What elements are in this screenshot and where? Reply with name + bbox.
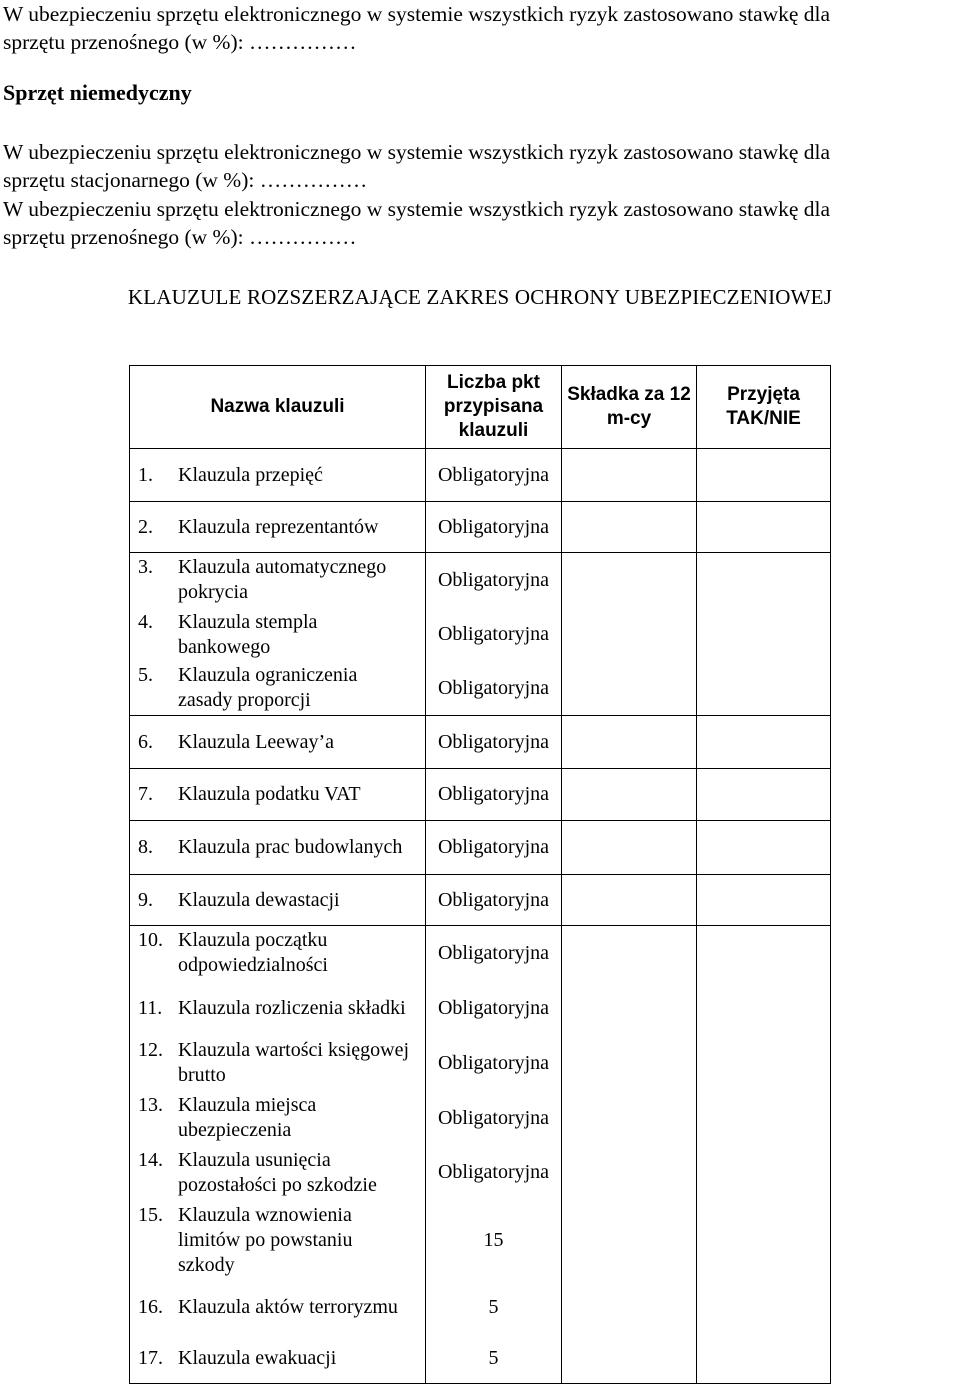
paragraph-przenosny-line2-text: sprzętu przenośnego (w %): bbox=[3, 225, 249, 249]
dotted-blank: …………… bbox=[259, 168, 368, 192]
clause-name: Klauzula automatycznego pokrycia bbox=[178, 556, 387, 604]
clause-name: Klauzula usunięcia pozostałości po szkodzie bbox=[178, 1148, 377, 1196]
clause-premium-cell[interactable] bbox=[562, 981, 697, 1036]
clause-points: Obligatoryjna bbox=[426, 1146, 562, 1200]
clause-accepted-cell[interactable] bbox=[697, 1282, 831, 1334]
table-row bbox=[130, 1036, 831, 1091]
table-row bbox=[130, 926, 831, 981]
clause-name-cell bbox=[130, 821, 426, 875]
clause-name: Klauzula wznowienia limitów po powstaniu szkody bbox=[178, 1204, 353, 1276]
clause-points: Obligatoryjna bbox=[426, 1036, 562, 1091]
clause-name: Klauzula aktów terroryzmu bbox=[178, 1296, 398, 1318]
clause-number: 11. bbox=[138, 996, 163, 1019]
clause-premium-cell[interactable] bbox=[562, 821, 697, 875]
clause-name: Klauzula przepięć bbox=[178, 463, 323, 486]
section-title: KLAUZULE ROZSZERZAJĄCE ZAKRES OCHRONY UBEZPIECZENIOWEJ bbox=[127, 285, 833, 309]
clause-points: 5 bbox=[426, 1282, 562, 1334]
clause-name: Klauzula rozliczenia składki bbox=[178, 996, 406, 1019]
clause-premium-cell[interactable] bbox=[562, 502, 697, 553]
clause-number: 9. bbox=[138, 888, 153, 911]
clause-premium-cell[interactable] bbox=[562, 662, 697, 716]
clause-premium-cell[interactable] bbox=[562, 1334, 697, 1384]
header-points: Liczba pkt przypisana klauzuli bbox=[426, 366, 562, 449]
table-row bbox=[130, 769, 831, 821]
clause-name: Klauzula ograniczenia zasady proporcji bbox=[178, 664, 358, 712]
clause-number: 3. bbox=[138, 556, 153, 579]
clause-premium-cell[interactable] bbox=[562, 1036, 697, 1091]
clause-premium-cell[interactable] bbox=[562, 608, 697, 662]
paragraph-przenosny-line2 bbox=[3, 223, 356, 251]
clause-points: Obligatoryjna bbox=[426, 875, 562, 926]
clause-accepted-cell[interactable] bbox=[697, 821, 831, 875]
clause-name: Klauzula podatku VAT bbox=[178, 783, 361, 805]
clause-number: 10. bbox=[138, 929, 163, 952]
clause-name-cell bbox=[130, 449, 426, 502]
clause-name-cell bbox=[130, 1091, 426, 1146]
clause-name: Klauzula początku odpowiedzialności bbox=[178, 929, 328, 977]
paragraph-top-line2-text: sprzętu przenośnego (w %): bbox=[3, 30, 249, 54]
clause-name-cell bbox=[130, 662, 426, 716]
paragraph-stacjonarny-line1: W ubezpieczeniu sprzętu elektronicznego w systemie wszystkich ryzyk zastosowano stawkę dla bbox=[3, 140, 831, 164]
clause-name-cell bbox=[130, 981, 426, 1036]
paragraph-stacjonarny-line2 bbox=[3, 166, 367, 194]
clause-name: Klauzula prac budowlanych bbox=[178, 836, 403, 858]
clause-name-cell bbox=[130, 1282, 426, 1334]
clause-number: 12. bbox=[138, 1039, 163, 1061]
clause-accepted-cell[interactable] bbox=[697, 608, 831, 662]
paragraph-top-line2 bbox=[3, 28, 356, 56]
table-row bbox=[130, 981, 831, 1036]
clause-premium-cell[interactable] bbox=[562, 716, 697, 769]
dotted-blank: …………… bbox=[248, 225, 357, 249]
clause-accepted-cell[interactable] bbox=[697, 553, 831, 608]
clause-number: 1. bbox=[138, 463, 153, 486]
clause-name-cell bbox=[130, 1146, 426, 1200]
clause-premium-cell[interactable] bbox=[562, 926, 697, 981]
clause-number: 2. bbox=[138, 515, 153, 538]
header-name: Nazwa klauzuli bbox=[130, 366, 426, 449]
clause-points: 15 bbox=[426, 1200, 562, 1282]
clause-number: 4. bbox=[138, 610, 153, 633]
clause-name-cell bbox=[130, 926, 426, 981]
clause-name-cell bbox=[130, 769, 426, 821]
clause-points: 5 bbox=[426, 1334, 562, 1384]
clause-number: 8. bbox=[138, 836, 153, 858]
table-row bbox=[130, 553, 831, 608]
clause-number: 15. bbox=[138, 1204, 163, 1226]
clause-premium-cell[interactable] bbox=[562, 553, 697, 608]
clause-name: Klauzula ewakuacji bbox=[178, 1346, 337, 1369]
clause-name-cell bbox=[130, 1036, 426, 1091]
clause-name-cell bbox=[130, 716, 426, 769]
clause-number: 16. bbox=[138, 1296, 163, 1318]
dotted-blank: …………… bbox=[248, 30, 357, 54]
paragraph-stacjonarny-line2-text: sprzętu stacjonarnego (w %): bbox=[3, 168, 260, 192]
table-header-row bbox=[130, 366, 831, 449]
clause-name-cell bbox=[130, 1334, 426, 1384]
clause-name-cell bbox=[130, 875, 426, 926]
clause-points: Obligatoryjna bbox=[426, 608, 562, 662]
table-row bbox=[130, 1091, 831, 1146]
clause-name: Klauzula dewastacji bbox=[178, 888, 340, 911]
clause-accepted-cell[interactable] bbox=[697, 769, 831, 821]
clause-points: Obligatoryjna bbox=[426, 926, 562, 981]
clause-premium-cell[interactable] bbox=[562, 1146, 697, 1200]
heading-sprzet-niemedyczny: Sprzęt niemedyczny bbox=[3, 80, 192, 105]
clause-accepted-cell[interactable] bbox=[697, 662, 831, 716]
clause-points: Obligatoryjna bbox=[426, 821, 562, 875]
table-row bbox=[130, 875, 831, 926]
clause-name: Klauzula stempla bankowego bbox=[178, 610, 318, 658]
clause-number: 5. bbox=[138, 664, 153, 687]
table-row bbox=[130, 1200, 831, 1282]
clauses-table bbox=[129, 365, 831, 1384]
paragraph-top-line1: W ubezpieczeniu sprzętu elektronicznego w systemie wszystkich ryzyk zastosowano stawkę dla bbox=[3, 2, 831, 26]
clause-points: Obligatoryjna bbox=[426, 716, 562, 769]
clause-name: Klauzula miejsca ubezpieczenia bbox=[178, 1094, 317, 1141]
header-premium: Składka za 12 m-cy bbox=[562, 366, 697, 449]
clause-points: Obligatoryjna bbox=[426, 502, 562, 553]
clause-accepted-cell[interactable] bbox=[697, 502, 831, 553]
clause-name: Klauzula Leeway’a bbox=[178, 730, 335, 753]
clause-name-cell bbox=[130, 1200, 426, 1282]
clause-number: 14. bbox=[138, 1148, 163, 1171]
table-row bbox=[130, 662, 831, 716]
clause-premium-cell[interactable] bbox=[562, 875, 697, 926]
clause-points: Obligatoryjna bbox=[426, 1091, 562, 1146]
clause-name: Klauzula reprezentantów bbox=[178, 515, 379, 538]
table-row bbox=[130, 449, 831, 502]
clause-number: 17. bbox=[138, 1346, 163, 1369]
table-row bbox=[130, 716, 831, 769]
clause-name-cell bbox=[130, 502, 426, 553]
table-row bbox=[130, 608, 831, 662]
clause-name: Klauzula wartości księgowej brutto bbox=[178, 1039, 410, 1086]
table-row bbox=[130, 1282, 831, 1334]
clause-accepted-cell[interactable] bbox=[697, 981, 831, 1036]
clause-premium-cell[interactable] bbox=[562, 449, 697, 502]
clause-accepted-cell[interactable] bbox=[697, 926, 831, 981]
clause-points: Obligatoryjna bbox=[426, 769, 562, 821]
clause-accepted-cell[interactable] bbox=[697, 1091, 831, 1146]
clause-number: 6. bbox=[138, 730, 153, 753]
clause-accepted-cell[interactable] bbox=[697, 875, 831, 926]
clause-accepted-cell[interactable] bbox=[697, 449, 831, 502]
clause-points: Obligatoryjna bbox=[426, 662, 562, 716]
clause-name-cell bbox=[130, 608, 426, 662]
clause-points: Obligatoryjna bbox=[426, 553, 562, 608]
clause-accepted-cell[interactable] bbox=[697, 1200, 831, 1282]
clause-accepted-cell[interactable] bbox=[697, 1334, 831, 1384]
clause-premium-cell[interactable] bbox=[562, 1200, 697, 1282]
clause-points: Obligatoryjna bbox=[426, 449, 562, 502]
clause-points: Obligatoryjna bbox=[426, 981, 562, 1036]
clause-number: 13. bbox=[138, 1094, 163, 1116]
clause-premium-cell[interactable] bbox=[562, 1091, 697, 1146]
clause-number: 7. bbox=[138, 783, 153, 805]
header-accepted: Przyjęta TAK/NIE bbox=[697, 366, 831, 449]
clause-accepted-cell[interactable] bbox=[697, 1036, 831, 1091]
clause-name-cell bbox=[130, 553, 426, 608]
clause-accepted-cell[interactable] bbox=[697, 716, 831, 769]
clause-premium-cell[interactable] bbox=[562, 1282, 697, 1334]
clause-premium-cell[interactable] bbox=[562, 769, 697, 821]
paragraph-przenosny-line1: W ubezpieczeniu sprzętu elektronicznego w systemie wszystkich ryzyk zastosowano stawkę dla bbox=[3, 197, 831, 221]
table-row bbox=[130, 1334, 831, 1384]
table-row bbox=[130, 821, 831, 875]
clause-accepted-cell[interactable] bbox=[697, 1146, 831, 1200]
table-row bbox=[130, 1146, 831, 1200]
table-row bbox=[130, 502, 831, 553]
